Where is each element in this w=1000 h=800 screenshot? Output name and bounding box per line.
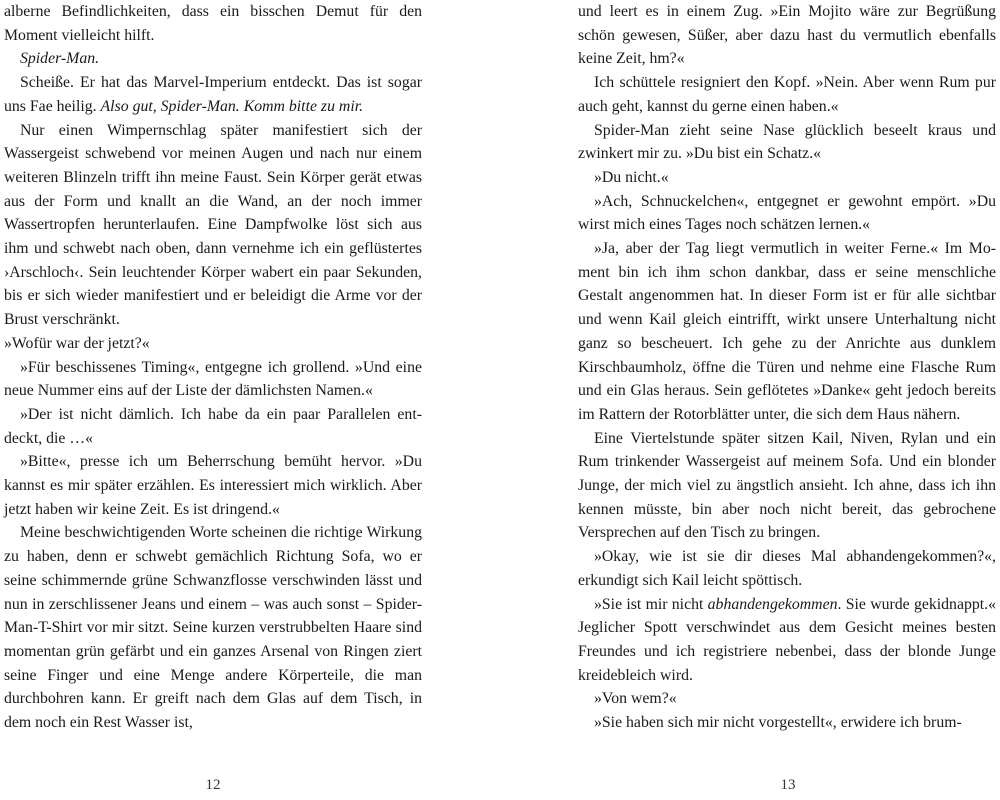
text-run: . Sie wurde gekidnappt.« Jeglicher Spott verschwindet aus dem Gesicht meines besten Freundes und ich registriere nebenbei, dass der blonde Junge kreidebleich wird. xyxy=(578,595,996,684)
italic-text: Spider-Man. xyxy=(20,50,100,68)
paragraph: Ich schüttele resigniert den Kopf. »Nein. Aber wenn Rum pur auch geht, kannst du gerne einen haben.« xyxy=(578,74,996,115)
paragraph: und leert es in einem Zug. »Ein Mojito wäre zur Begrüßung schön gewesen, Süßer, aber dazu hast du vermutlich ebenfalls keine Zeit, hm?« xyxy=(578,3,996,68)
left-page-text xyxy=(4,0,422,735)
paragraph: Meine beschwichtigenden Worte scheinen die richtige Wirkung zu haben, denn er schwebt gemächlich Richtung Sofa, wo er seine schimmernde grüne Schwanzflosse verschwinden lässt und nun in zerschlissener Jeans und einem – was auch sonst – Spider-Man-T-Shirt vor mir sitzt. Seine kurzen verstrubbelten Haare sind momentan grün gefärbt und ein ganzes Arsenal von Ringen ziert seine Finger und eine Menge andere Körperteile, die man durchbohren kann. Er greift nach dem Glas auf dem Tisch, in dem noch ein Rest Wasser ist, xyxy=(4,524,422,732)
page-number-left: 12 xyxy=(205,777,221,793)
paragraph: »Für beschissenes Timing«, entgegne ich grollend. »Und eine neue Nummer eins auf der Liste der dämlichsten Namen.« xyxy=(4,358,422,400)
italic-text: Also gut, Spider-Man. Komm bitte zu mir. xyxy=(100,97,364,115)
paragraph: »Okay, wie ist sie dir dieses Mal abhandengekommen?«, erkundigt sich Kail leicht spöttisch. xyxy=(578,548,996,589)
paragraph: Spider-Man zieht seine Nase glücklich beseelt kraus und zwinkert mir zu. »Du bist ein Schatz.« xyxy=(578,121,996,163)
italic-text: abhandengekommen xyxy=(707,595,838,613)
text-run: »Sie ist mir nicht xyxy=(594,595,708,613)
paragraph: »Bitte«, presse ich um Beherrschung bemüht hervor. »Du kannst es mir später erzählen. Es interessiert mich wirklich. Aber jetzt haben wir keine Zeit. Es ist dringend.« xyxy=(4,453,422,518)
paragraph: »Du nicht.« xyxy=(594,168,669,186)
page-number-right: 13 xyxy=(780,777,796,793)
paragraph: »Ach, Schnuckelchen«, entgegnet er gewohnt empört. »Du wirst mich eines Tages noch schätzen lernen.« xyxy=(578,192,996,234)
paragraph: »Von wem?« xyxy=(594,690,677,708)
paragraph xyxy=(4,71,422,118)
paragraph: alberne Befindlichkeiten, dass ein bisschen Demut für den Moment vielleicht hilft. xyxy=(4,3,422,44)
paragraph: Eine Viertelstunde später sitzen Kail, Niven, Rylan und ein Rum trinkender Wassergeist auf meinem Sofa. Und ein blonder Junge, der mich viel zu ängstlich ansieht. Ich ahne, dass ich ihn kennen müsste, bin aber noch nicht bereit, das gebrochene Versprechen auf den Tisch zu bringen. xyxy=(578,429,996,542)
paragraph: »Ja, aber der Tag liegt vermutlich in weiter Ferne.« Im Moment bin ich ihm schon dankbar, dass er seine menschliche Gestalt angenommen hat. In dieser Form ist er für alle sichtbar und wenn Kail gleich eintrifft, wirkt unsere Unterhaltung nicht ganz so bescheuert. Ich gehe zu der Anrichte aus dunklem Kirschbaumholz, öffne die Türen und nehme eine Flasche Rum und ein Glas heraus. Sein geflötetes »Danke« geht jedoch bereits im Rattern der Rotorblätter unter, die sich dem Haus nähern. xyxy=(578,240,996,423)
paragraph: »Sie haben sich mir nicht vorgestellt«, erwidere ich brum- xyxy=(594,714,962,732)
text-run: Scheiße. Er hat das Marvel-Imperium entdeckt. Das ist sogar uns Fae heilig. xyxy=(4,74,422,115)
paragraph: »Der ist nicht dämlich. Ich habe da ein paar Parallelen entdeckt, die …« xyxy=(4,405,422,447)
paragraph: Nur einen Wimpernschlag später manifestiert sich der Wassergeist schwebend vor meinen Augen und nach nur einem weiteren Blinzeln trifft ihn meine Faust. Sein Körper gerät etwas aus der Form und knallt an die Wand, an der noch immer Wassertropfen herunterlaufen. Eine Dampfwolke löst sich aus ihm und schwebt nach oben, dann vernehme ich ein geflüstertes ›Arschloch‹. Sein leuchtender Körper wabert ein paar Sekunden, bis er sich wieder manifestiert und er beleidigt die Arme vor der Brust verschränkt. xyxy=(4,121,422,329)
paragraph: »Wofür war der jetzt?« xyxy=(4,334,150,352)
paragraph xyxy=(4,47,422,71)
right-page-text xyxy=(578,0,996,735)
right-page xyxy=(500,0,1000,800)
paragraph xyxy=(578,593,996,688)
